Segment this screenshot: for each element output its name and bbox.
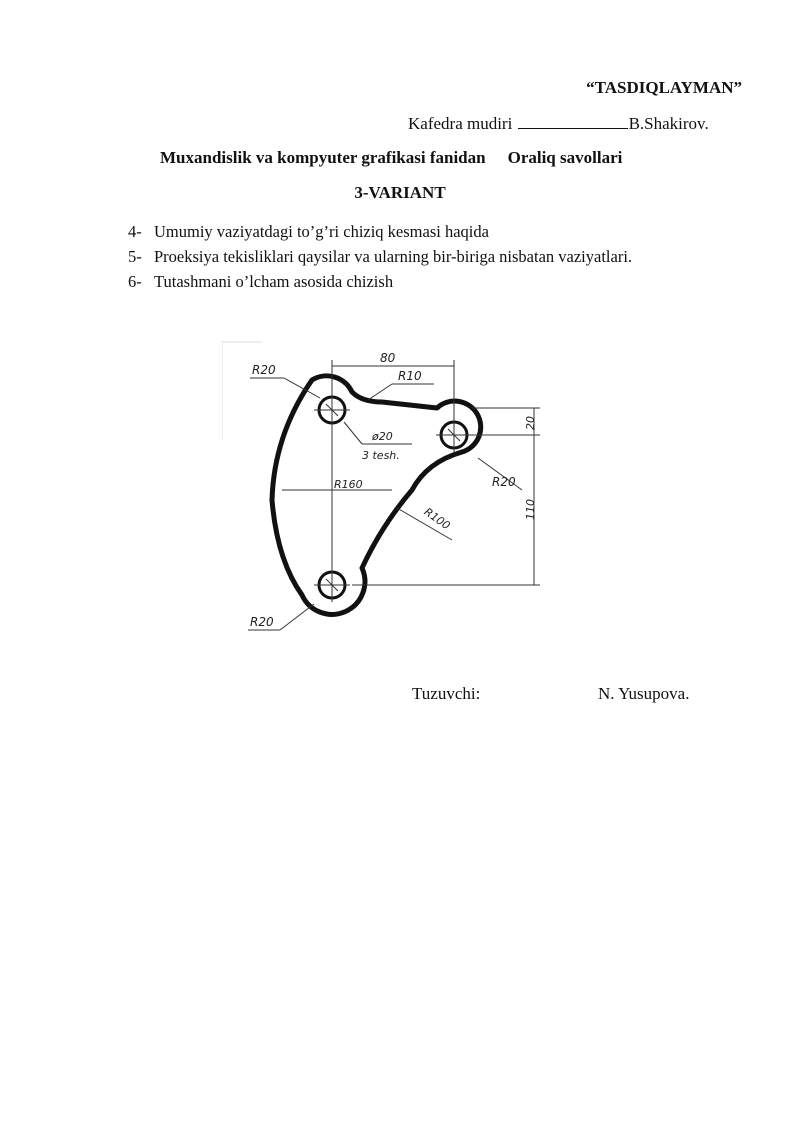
signature-blank [518, 114, 628, 129]
dim-r160: R160 [334, 478, 363, 491]
author-name: N. Yusupova. [598, 684, 690, 703]
question-text: Umumiy vaziyatdagi to’g’ri chiziq kesmasi haqida [154, 222, 489, 241]
approval-title: “TASDIQLAYMAN” [586, 78, 742, 97]
subject-title: Muxandislik va kompyuter grafikasi fanidan [160, 148, 486, 167]
department-head-label: Kafedra mudiri [408, 114, 513, 133]
dim-r20-right: R20 [492, 475, 516, 489]
dim-d20: ø20 [372, 430, 393, 443]
dim-r100: R100 [421, 505, 453, 533]
question-list [128, 219, 632, 294]
author-label: Tuzuvchi: [412, 684, 481, 703]
list-item [128, 219, 632, 244]
dim-holes: 3 tesh. [362, 449, 400, 462]
exam-type: Oraliq savollari [507, 148, 623, 167]
subject-line [160, 148, 622, 168]
question-text: Proeksiya tekisliklari qaysilar va ularning bir-biriga nisbatan vaziyatlari. [154, 247, 633, 266]
dim-h20: 20 [524, 416, 537, 430]
question-number: 5- [128, 247, 142, 266]
question-text: Tutashmani o’lcham asosida chizish [154, 272, 394, 291]
dim-r20-bottom: R20 [250, 615, 274, 629]
technical-drawing [222, 340, 562, 640]
dim-width-80: 80 [380, 351, 396, 365]
part-outline [272, 376, 481, 615]
question-number: 4- [128, 222, 142, 241]
list-item [128, 269, 632, 294]
list-item [128, 244, 632, 269]
variant-title: 3-VARIANT [354, 183, 446, 202]
department-head-name: B.Shakirov. [628, 114, 709, 133]
department-head-line [408, 114, 709, 134]
dim-r20-top: R20 [252, 363, 276, 377]
dim-h110: 110 [524, 499, 537, 520]
dim-r10: R10 [398, 369, 422, 383]
question-number: 6- [128, 272, 142, 291]
